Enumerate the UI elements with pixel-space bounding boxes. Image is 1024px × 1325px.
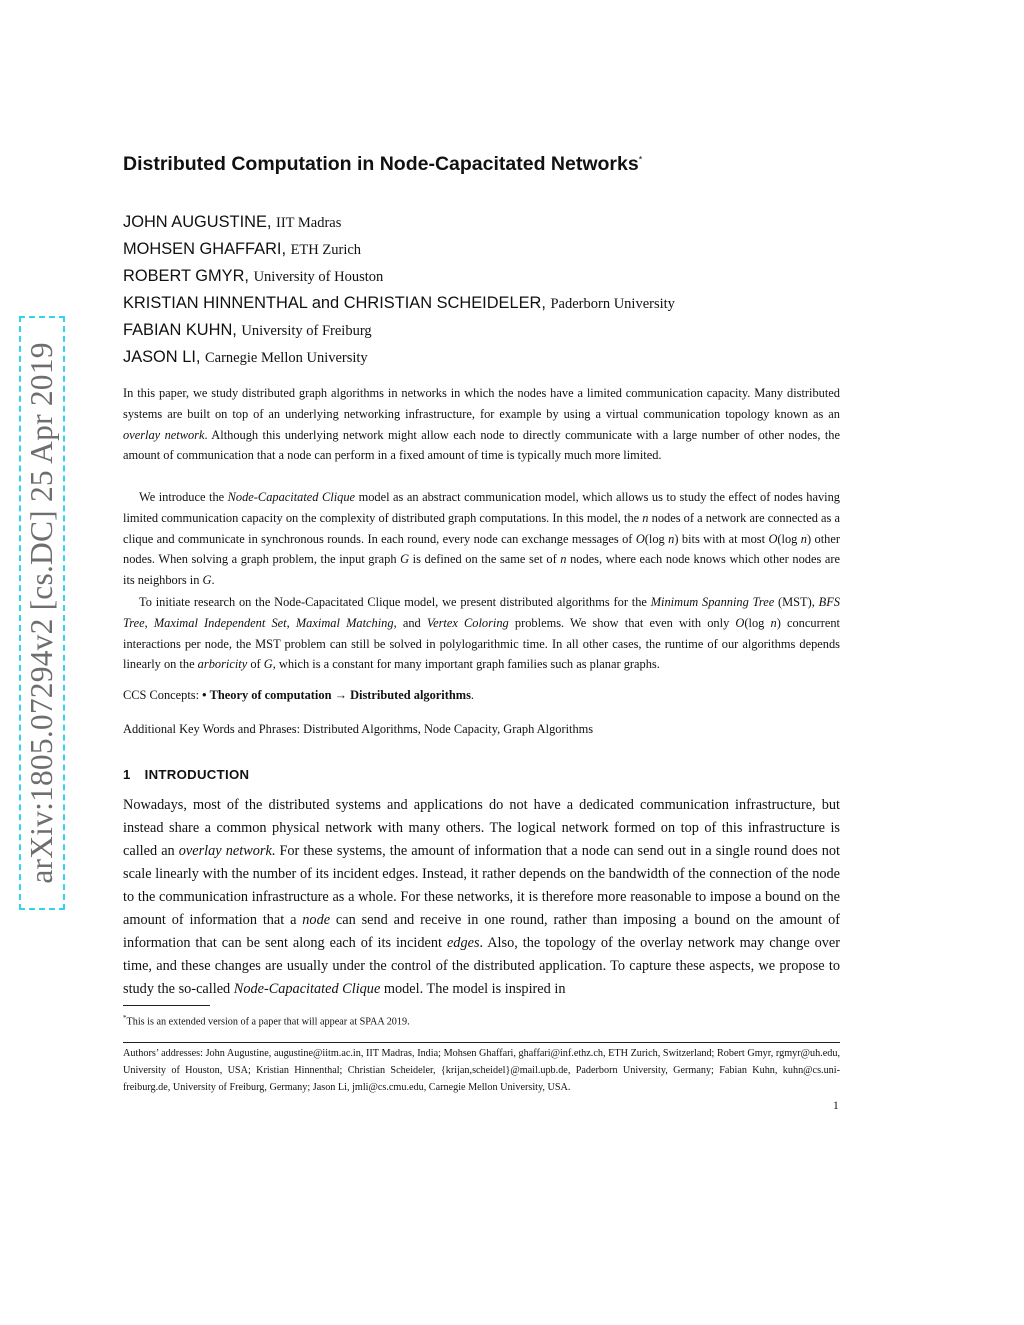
footnote-rule [123,1005,210,1006]
author-line: JOHN AUGUSTINE, IIT Madras [123,213,342,231]
paper-title [123,153,642,176]
author-line: FABIAN KUHN, University of Freiburg [123,321,372,339]
abstract-paragraph-3: To initiate research on the Node-Capacitated Clique model, we present distributed algorithms for the Minimum Spanning Tree (MST), BFS Tree, Maximal Independent Set, Maximal Matching, and Vertex Coloring problems. We show that even with only O(log n) concurrent interactions per node, the MST problem can still be solved in polylogarithmic time. In all other cases, the runtime of our algorithms depends linearly on the arboricity of G, which is a constant for many important graph families such as planar graphs. [123,595,840,672]
keywords: Additional Key Words and Phrases: Distributed Algorithms, Node Capacity, Graph Algorithms [123,722,594,736]
author-line: MOHSEN GHAFFARI, ETH Zurich [123,240,362,258]
abstract-paragraph-1: In this paper, we study distributed graph algorithms in networks in which the nodes have a limited communication capacity. Many distributed systems are built on top of an underlying networking infrastructure, for example by using a virtual communication topology known as an overlay network. Although this underlying network might allow each node to directly communicate with a large number of other nodes, the amount of communication that a node can perform in a fixed amount of time is typically much more limited. [123,386,840,463]
title-footnote-mark: * [638,154,643,165]
title-text: Distributed Computation in Node-Capacitated Networks [123,153,639,175]
section-number: 1 [123,767,131,782]
author-line: ROBERT GMYR, University of Houston [123,267,384,285]
author-line: JASON LI, Carnegie Mellon University [123,348,368,366]
ccs-concepts: CCS Concepts: • Theory of computation → Distributed algorithms. [123,688,474,702]
arxiv-identifier: arXiv:1805.07294v2 [cs.DC] 25 Apr 2019 [24,342,59,884]
abstract-paragraph-2: We introduce the Node-Capacitated Clique model as an abstract communication model, which allows us to study the effect of nodes having limited communication capacity on the complexity of distributed graph computations. In this model, the n nodes of a network are connected as a clique and communicate in synchronous rounds. In each round, every node can exchange messages of O(log n) bits with at most O(log n) other nodes. When solving a graph problem, the input graph G is defined on the same set of n nodes, where each node knows which other nodes are its neighbors in G. [123,490,841,588]
author-line: KRISTIAN HINNENTHAL and CHRISTIAN SCHEIDELER, Paderborn University [123,294,675,312]
section-title: INTRODUCTION [144,767,250,782]
authors-addresses: Authors’ addresses: John Augustine, augustine@iitm.ac.in, IIT Madras, India; Mohsen Ghaffari, ghaffari@inf.ethz.ch, ETH Zurich, Switzerland; Robert Gmyr, rgmyr@uh.edu, University of Houston, USA; Kristian Hinnenthal; Christian Scheideler, {krijan,scheidel}@mail.upb.de, Paderborn University, Germany; Fabian Kuhn, kuhn@cs.uni-freiburg.de, University of Freiburg, Germany; Jason Li, jmli@cs.cmu.edu, Carnegie Mellon University, USA. [123,1048,840,1093]
section-heading [123,767,249,782]
footnote: *This is an extended version of a paper that will appear at SPAA 2019. [123,1014,410,1028]
page-number: 1 [833,1100,839,1112]
intro-paragraph: Nowadays, most of the distributed systems and applications do not have a dedicated communication infrastructure, but instead share a common physical network with many others. The logical network formed on top of this infrastructure is called an overlay network. For these systems, the amount of information that a node can send out in a single round does not scale linearly with the number of its incident edges. Instead, it rather depends on the bandwidth of the connection of the node to the communication infrastructure as a whole. For these networks, it is therefore more reasonable to impose a bound on the amount of information that a node can send and receive in one round, rather than imposing a bound on the amount of information that can be sent along each of its incident edges. Also, the topology of the overlay network may change over time, and these changes are usually under the control of the distributed application. To capture these aspects, we propose to study the so-called Node-Capacitated Clique model. The model is inspired in [123,797,840,997]
arxiv-stamp [19,316,65,910]
addresses-rule [123,1042,840,1043]
